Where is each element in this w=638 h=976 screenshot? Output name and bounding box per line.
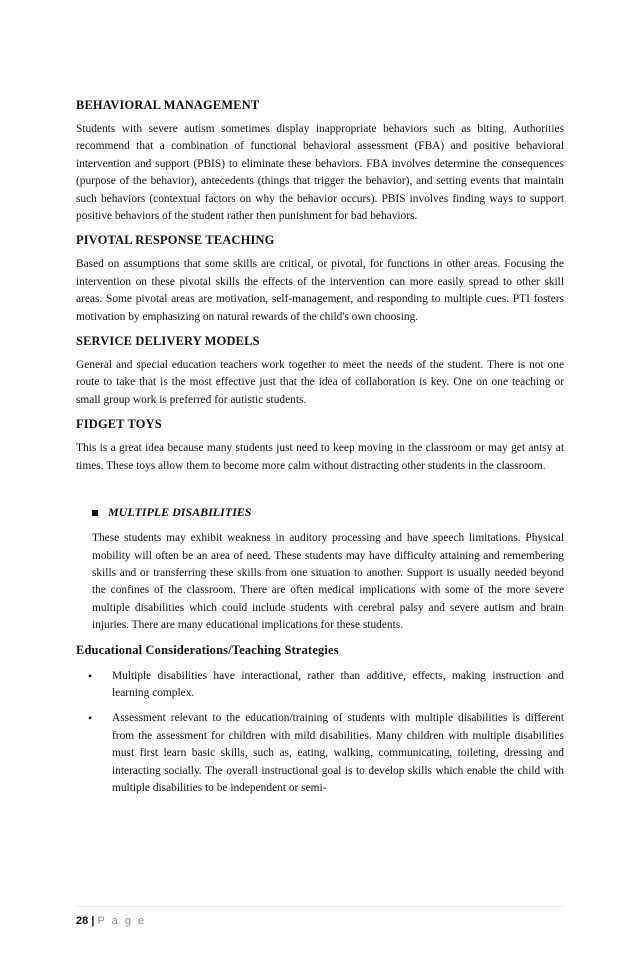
heading-text: MULTIPLE DISABILITIES [108,505,252,520]
multiple-disabilities-heading [92,505,564,520]
section-body: General and special education teachers work together to meet the needs of the student. There is not one route to take that is the most effective just that the idea of collaboration is key. One on one teaching or small group work is preferred for autistic students. [76,359,564,406]
section-fidget-toys [76,417,564,475]
list-item [86,710,564,797]
section-body: This is a great idea because many students just need to keep moving in the classroom or may get antsy at times. These toys allow them to become more calm without distracting other students in the classroom. [76,442,564,472]
section-heading: SERVICE DELIVERY MODELS [76,334,260,349]
section-service-delivery-models [76,334,564,409]
list-item-text: Multiple disabilities have interactional, rather than additive, effects, making instruction and learning complex. [112,669,564,699]
section-body: Based on assumptions that some skills are critical, or pivotal, for functions in other areas. Focusing the intervention on these pivotal skills the effects of the intervention can more easily spread to other skill areas. Some pivotal areas are motivation, self-management, and responding to multiple cues. PTI fosters motivation by emphasizing on natural rewards of the child's own choosing. [76,258,564,323]
section-behavioral-management [76,98,564,225]
spacer [76,483,564,505]
bullet-icon: • [88,668,93,683]
page-number: 28 [76,915,89,927]
page-label: P a g e [97,915,147,927]
section-heading: BEHAVIORAL MANAGEMENT [76,98,260,112]
section-body: Students with severe autism sometimes display inappropriate behaviors such as biting. Authorities recommend that a combination of functional behavioral assessment (FBA) and positive behavioral intervention and support (PBIS) to eliminate these behaviors. FBA involves determine the consequences (purpose of the behavior), antecedents (things that trigger the behavior), and setting events that maintain such behaviors (contextual factors on why the behavior occurs). PBIS involves finding ways to support positive behaviors of the student rather then punishment for bad behaviors. [76,123,564,223]
list-item-text: Assessment relevant to the education/training of students with multiple disabilities is different from the assessment for children with mild disabilities. Many children with multiple disabilities must first learn basic skills, such as, eating, walking, communicating, toileting, dressing and interacting socially. The overall instructional goal is to develop skills which enable the child with multiple disabilities to be independent or semi- [112,712,564,794]
page-content [76,98,564,805]
section-pivotal-response-teaching [76,233,564,326]
square-bullet-icon [92,510,98,516]
footer-separator: | [91,915,95,927]
section-heading: Educational Considerations/Teaching Strategies [76,642,339,657]
section-educational-considerations [76,643,564,798]
bullet-icon: • [88,711,93,726]
strategies-list [76,668,564,798]
section-multiple-disabilities [76,505,564,634]
list-item [86,668,564,703]
section-heading: PIVOTAL RESPONSE TEACHING [76,233,275,248]
page-footer [76,906,564,927]
section-body: These students may exhibit weakness in auditory processing and have speech limitations. Physical mobility will often be an area of need. These students may have difficulty attaining and remembering skills and or transferring these skills from one situation to another. Support is usually needed beyond the confines of the classroom. There are often medical implications with some of the more severe multiple disabilities which could include students with cerebral palsy and severe autism and brain injuries. There are many educational implications for these students. [92,532,564,632]
section-heading: FIDGET TOYS [76,417,162,432]
